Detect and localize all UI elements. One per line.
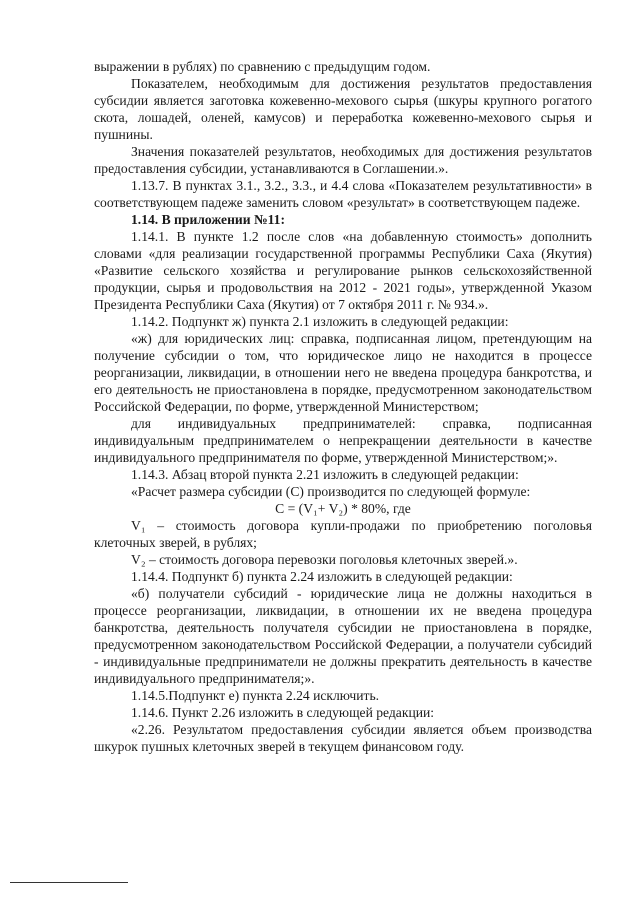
paragraph-subpoint-b: «б) получатели субсидий - юридические лица не должны находиться в процессе реорганизации, ликвидации, в отношении их не введена процедура банкротства, деятельность получателя субсидии не приостановлена в порядке, предусмотренном законодательством Российской Федерации, а получатели субсидий - индивидуальные предприниматели не должны прекратить деятельность в качестве индивидуального предпринимателя;». [94, 586, 592, 686]
paragraph-1-14-6: 1.14.6. Пункт 2.26 изложить в следующей редакции: [131, 705, 435, 720]
footnote-separator-line [10, 882, 128, 883]
paragraph-formula-intro: «Расчет размера субсидии (С) производится по следующей формуле: [131, 484, 531, 499]
section-heading-1-14: 1.14. В приложении №11: [131, 212, 285, 227]
subsidy-formula: С = (V₁+ V₂) * 80%, где [275, 501, 411, 516]
paragraph-1-14-2: 1.14.2. Подпункт ж) пункта 2.1 изложить в следующей редакции: [131, 314, 509, 329]
paragraph-1-13-7: 1.13.7. В пунктах 3.1., 3.2., 3.3., и 4.4 слова «Показателем результативности» в соответствующем падеже заменить словом «результат» в соответствующем падеже. [94, 178, 592, 210]
paragraph-1-14-3: 1.14.3. Абзац второй пункта 2.21 изложить в следующей редакции: [131, 467, 519, 482]
paragraph-2-26: «2.26. Результатом предоставления субсидии является объем производства шкурок пушных клеточных зверей в текущем финансовом году. [94, 722, 592, 754]
paragraph-v1-definition: V₁ – стоимость договора купли-продажи по приобретению поголовья клеточных зверей, в рублях; [94, 518, 592, 550]
paragraph-v2-definition: V₂ – стоимость договора перевозки поголовья клеточных зверей.». [131, 552, 518, 567]
paragraph-subpoint-zh: «ж) для юридических лиц: справка, подписанная лицом, претендующим на получение субсидии о том, что юридическое лицо не находится в процессе реорганизации, ликвидации, в отношении него не введена процедура банкротства, и его деятельность не приостановлена в порядке, предусмотренном законодательством Российской Федерации, по форме, утвержденной Министерством; [94, 331, 592, 414]
paragraph-indicator: Показателем, необходимым для достижения результатов предоставления субсидии является заготовка кожевенно-мехового сырья (шкуры крупного рогатого скота, лошадей, оленей, камусов) и переработка кожевенно-мехового сырья и пушнины. [94, 76, 592, 142]
paragraph-indicator-values: Значения показателей результатов, необходимых для достижения результатов предоставления субсидии, устанавливаются в Соглашении.». [94, 144, 592, 176]
document-body [94, 58, 592, 755]
paragraph-1-14-1: 1.14.1. В пункте 1.2 после слов «на добавленную стоимость» дополнить словами «для реализации государственной программы Республики Саха (Якутия) «Развитие сельского хозяйства и регулирование рынков сельскохозяйственной продукции, сырья и продовольствия на 2012 - 2021 годы», утвержденной Указом Президента Республики Саха (Якутия) от 7 октября 2011 г. № 934.». [94, 229, 592, 312]
paragraph-continuation: выражении в рублях) по сравнению с предыдущим годом. [94, 59, 431, 74]
paragraph-individual-entrepreneurs: для индивидуальных предпринимателей: справка, подписанная индивидуальным предпринимателем о непрекращении деятельности в качестве индивидуального предпринимателя по форме, утвержденной Министерством;». [94, 416, 592, 465]
paragraph-1-14-5: 1.14.5.Подпункт е) пункта 2.24 исключить. [131, 688, 380, 703]
paragraph-1-14-4: 1.14.4. Подпункт б) пункта 2.24 изложить в следующей редакции: [131, 569, 513, 584]
